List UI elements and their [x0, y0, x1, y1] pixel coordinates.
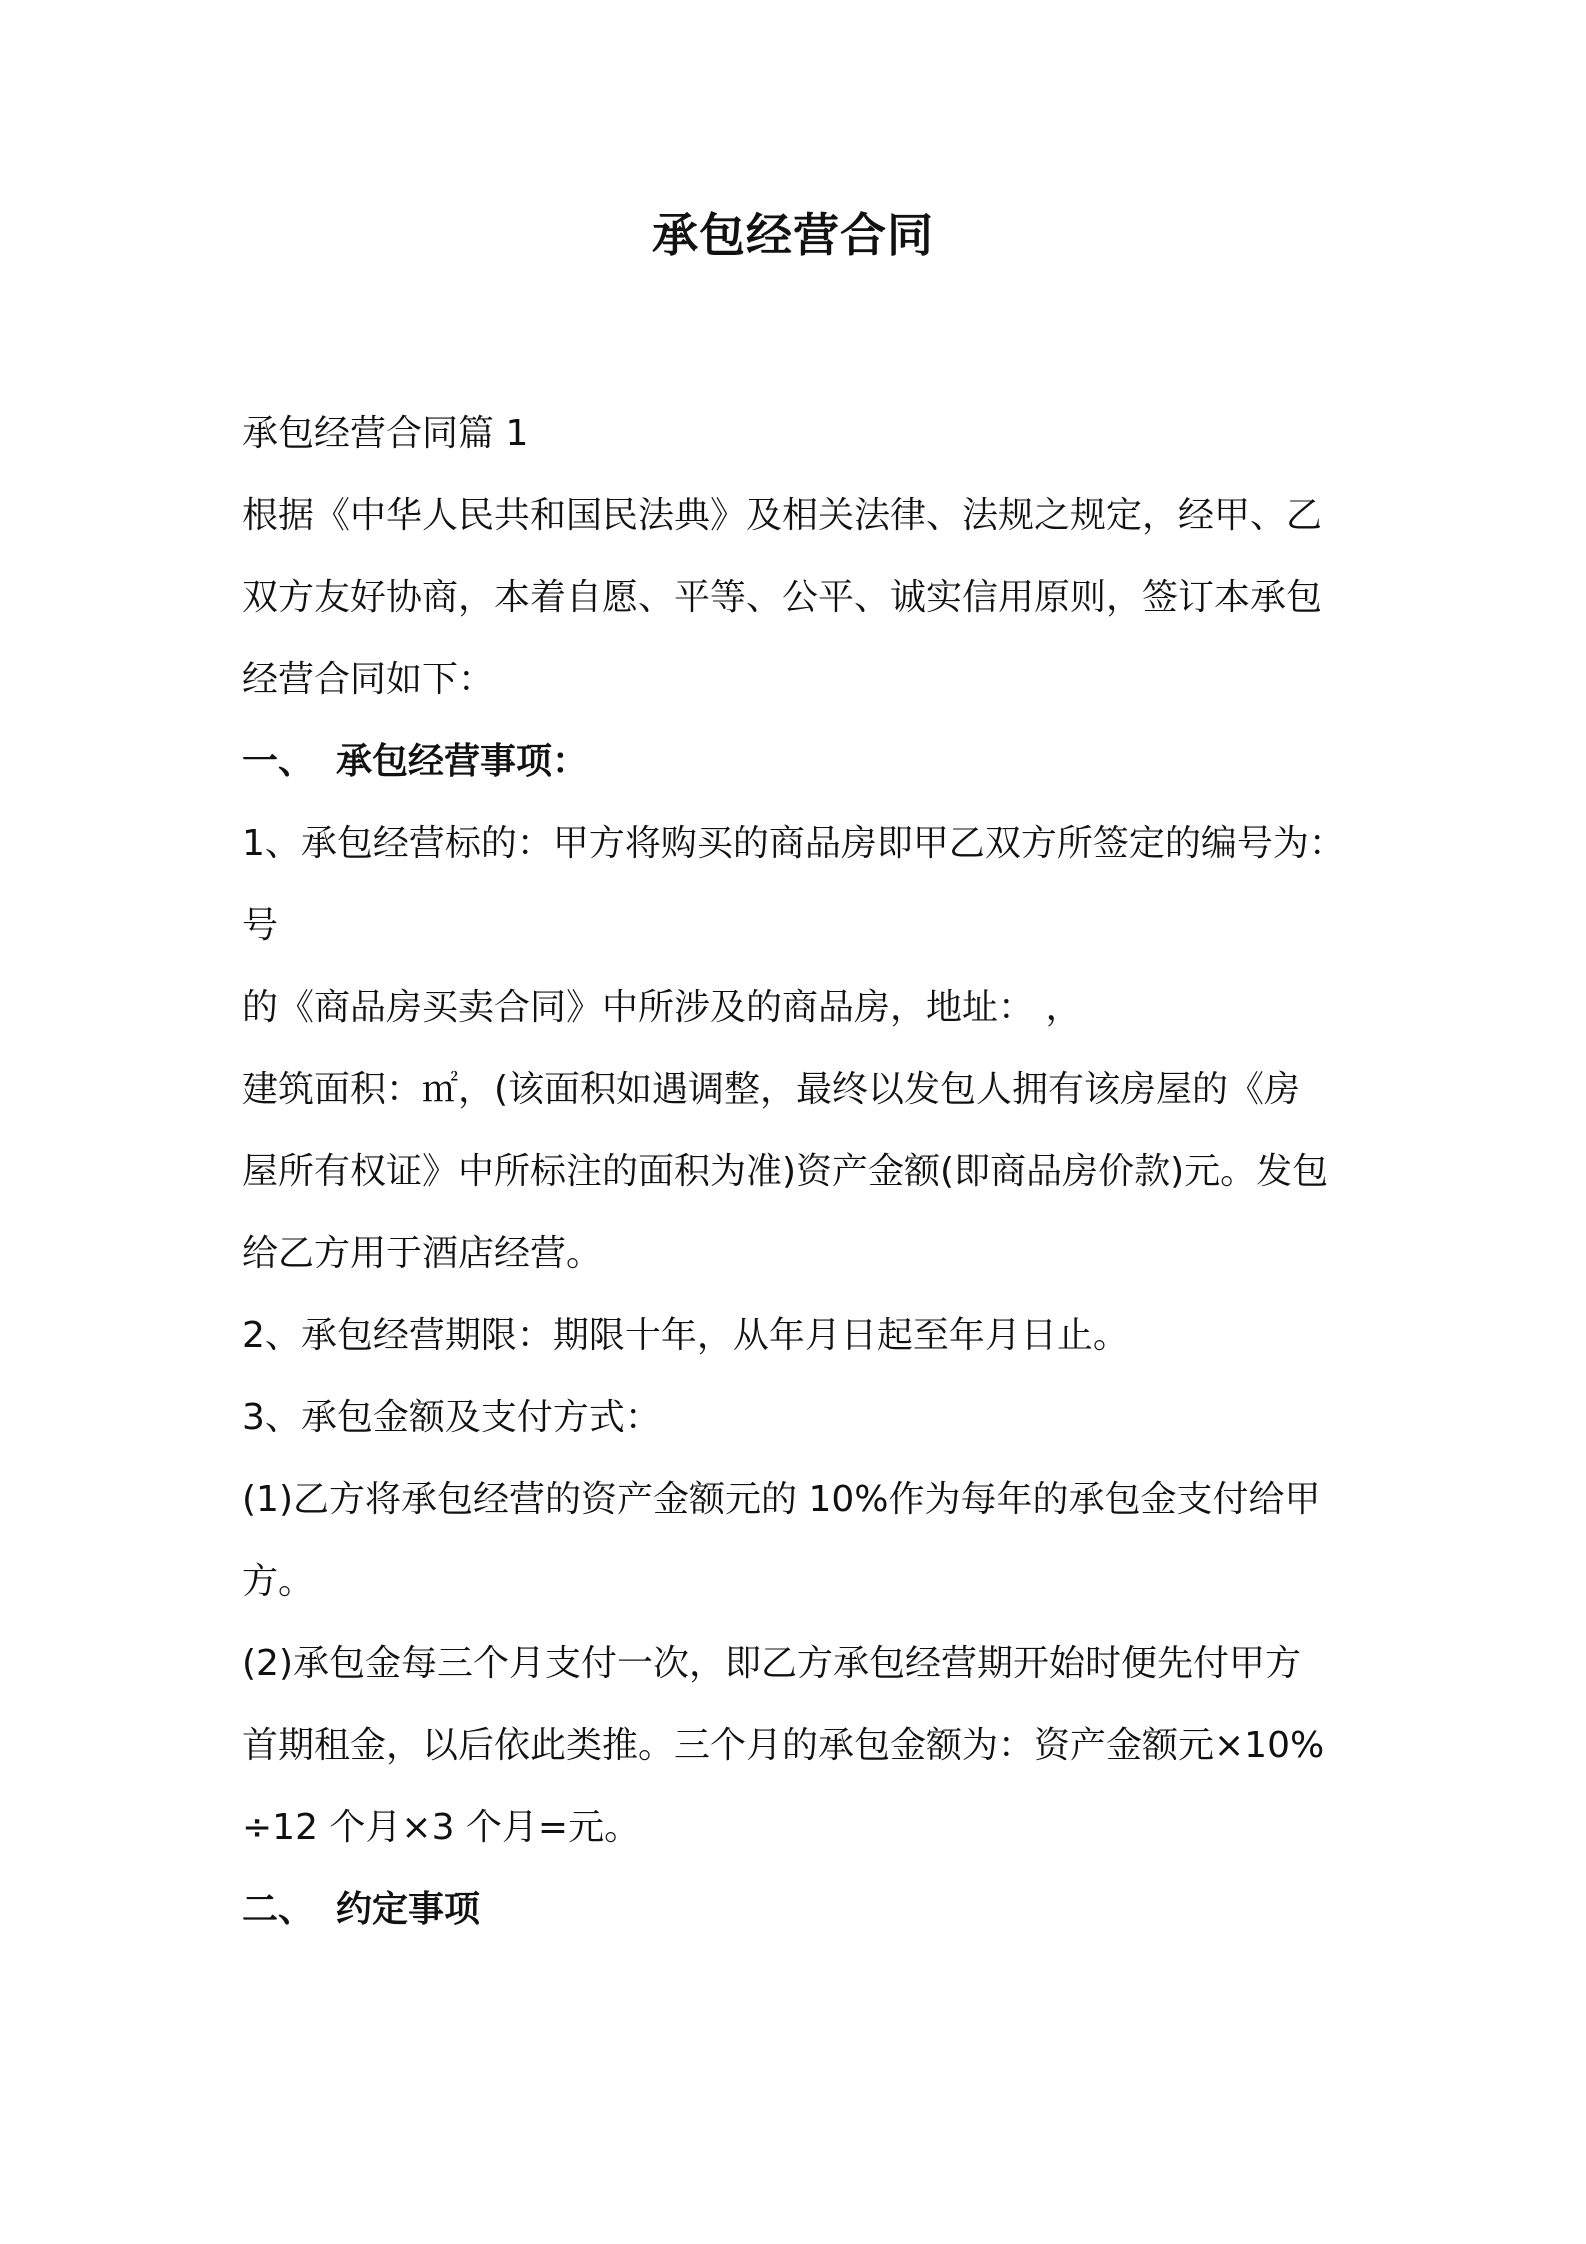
- clause-line: 方。: [242, 1561, 315, 1602]
- paragraph-line: 根据《中华人民共和国民法典》及相关法律、法规之规定，经甲、乙: [242, 495, 1323, 536]
- clause-line: 3、承包金额及支付方式：: [242, 1397, 661, 1438]
- clause-line: 的《商品房买卖合同》中所涉及的商品房，地址： ，: [242, 987, 1082, 1028]
- clause-line: ÷12 个月×3 个月=元。: [242, 1807, 641, 1848]
- clause-line: 给乙方用于酒店经营。: [242, 1233, 603, 1274]
- clause-line: 建筑面积：㎡，(该面积如遇调整，最终以发包人拥有该房屋的《房: [242, 1069, 1301, 1110]
- contract-part-heading: 承包经营合同篇 1: [242, 413, 529, 454]
- paragraph-line: 经营合同如下：: [242, 659, 495, 700]
- clause-line: 号: [242, 905, 279, 946]
- section-title: 承包经营事项：: [336, 741, 589, 782]
- clause-line: 1、承包经营标的：甲方将购买的商品房即甲乙双方所签定的编号为：: [242, 823, 1345, 864]
- paragraph-line: 双方友好协商，本着自愿、平等、公平、诚实信用原则，签订本承包: [242, 577, 1323, 618]
- clause-line: 2、承包经营期限：期限十年，从年月日起至年月日止。: [242, 1315, 1129, 1356]
- clause-line: (2)承包金每三个月支付一次，即乙方承包经营期开始时便先付甲方: [242, 1643, 1301, 1684]
- section-number: 一、: [242, 741, 315, 782]
- section-title: 约定事项: [336, 1889, 481, 1930]
- document-title: 承包经营合同: [652, 208, 934, 262]
- clause-line: (1)乙方将承包经营的资产金额元的 10%作为每年的承包金支付给甲: [242, 1479, 1321, 1520]
- section-heading-1: [242, 737, 1362, 787]
- clause-line: 首期租金，以后依此类推。三个月的承包金额为：资产金额元×10%: [242, 1725, 1325, 1766]
- section-heading-2: [242, 1885, 1362, 1935]
- clause-line: 屋所有权证》中所标注的面积为准)资产金额(即商品房价款)元。发包: [242, 1151, 1329, 1192]
- section-number: 二、: [242, 1889, 315, 1930]
